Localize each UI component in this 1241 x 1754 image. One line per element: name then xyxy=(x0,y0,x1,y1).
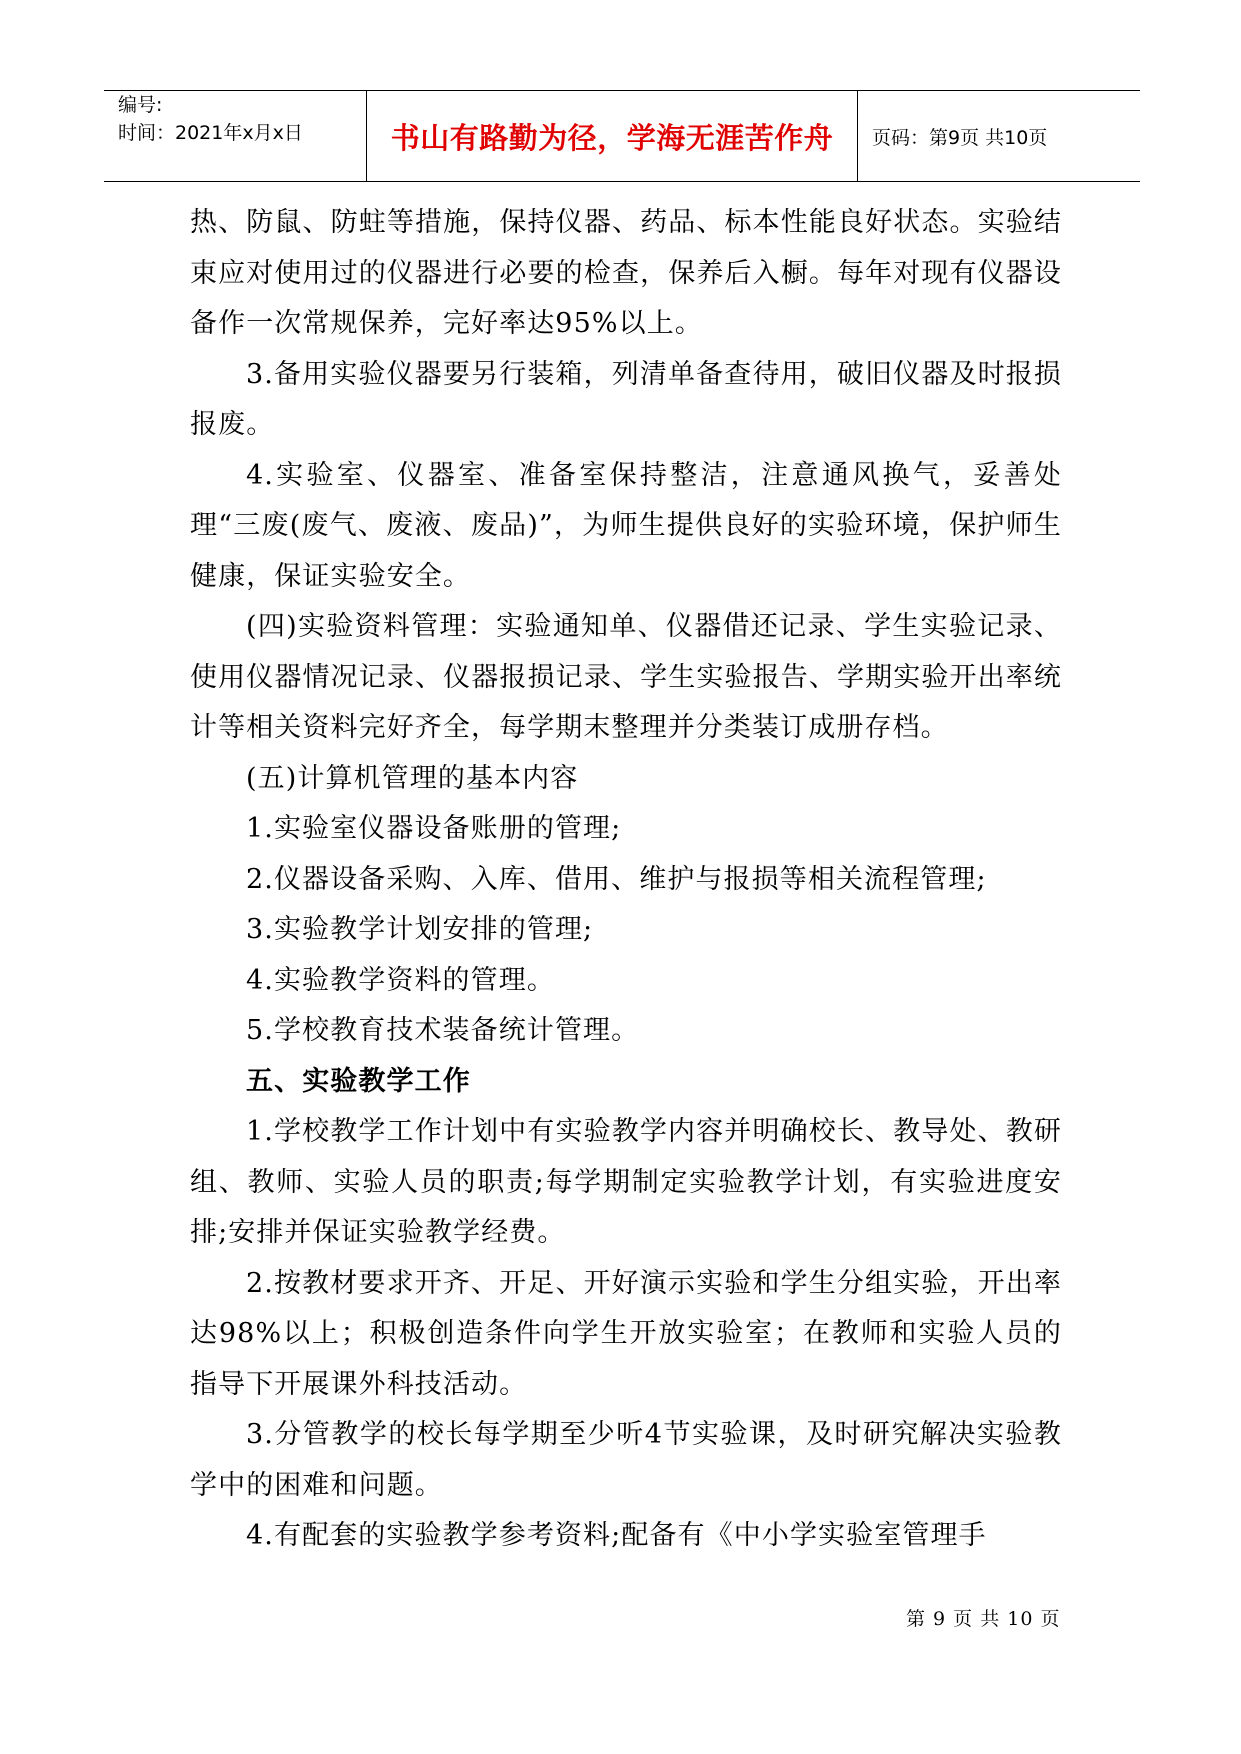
header-motto-cell xyxy=(367,91,858,181)
paragraph: 3.备用实验仪器要另行装箱，列清单备查待用，破旧仪器及时报损报废。 xyxy=(190,358,1062,440)
paragraph: (四)实验资料管理：实验通知单、仪器借还记录、学生实验记录、使用仪器情况记录、仪器报损记录、学生实验报告、学期实验开出率统计等相关资料完好齐全，每学期末整理并分类装订成册存档。 xyxy=(190,611,1062,743)
header-page-cell xyxy=(858,91,1140,181)
list-item: 5.学校教育技术装备统计管理。 xyxy=(246,1015,640,1046)
paragraph: 2.按教材要求开齐、开足、开好演示实验和学生分组实验，开出率达98%以上；积极创造条件向学生开放实验室；在教师和实验人员的指导下开展课外科技活动。 xyxy=(190,1267,1062,1400)
document-number-label: 编号: xyxy=(118,94,163,116)
list-item: 2.仪器设备采购、入库、借用、维护与报损等相关流程管理; xyxy=(246,863,987,895)
page-header xyxy=(104,90,1140,182)
paragraph: 4.实验室、仪器室、准备室保持整洁，注意通风换气，妥善处理“三废(废气、废液、废品)”，为师生提供良好的实验环境，保护师生健康，保证实验安全。 xyxy=(190,459,1062,592)
paragraph: 1.学校教学工作计划中有实验教学内容并明确校长、教导处、教研组、教师、实验人员的职责;每学期制定实验教学计划，有实验进度安排;安排并保证实验教学经费。 xyxy=(190,1116,1062,1248)
section-heading: 五、实验教学工作 xyxy=(246,1065,471,1097)
paragraph: 4.有配套的实验教学参考资料;配备有《中小学实验室管理手 xyxy=(246,1520,987,1551)
header-page-info: 页码：第9页 共10页 xyxy=(872,126,1048,149)
list-item: 4.实验教学资料的管理。 xyxy=(246,964,555,996)
header-meta-cell xyxy=(104,91,367,181)
header-motto: 书山有路勤为径，学海无涯苦作舟 xyxy=(390,120,834,155)
list-item: 3.实验教学计划安排的管理; xyxy=(246,914,594,945)
document-date-label: 时间：2021年x月x日 xyxy=(118,122,303,144)
page-footer: 第 9 页 共 10 页 xyxy=(906,1608,1061,1630)
list-item: 1.实验室仪器设备账册的管理; xyxy=(246,813,622,844)
paragraph: 3.分管教学的校长每学期至少听4节实验课，及时研究解决实验教学中的困难和问题。 xyxy=(190,1419,1062,1501)
paragraph: 热、防鼠、防蛀等措施，保持仪器、药品、标本性能良好状态。实验结束应对使用过的仪器进行必要的检查，保养后入橱。每年对现有仪器设备作一次常规保养，完好率达95%以上。 xyxy=(190,207,1062,339)
paragraph: (五)计算机管理的基本内容 xyxy=(246,762,579,794)
document-body xyxy=(190,198,1062,1562)
